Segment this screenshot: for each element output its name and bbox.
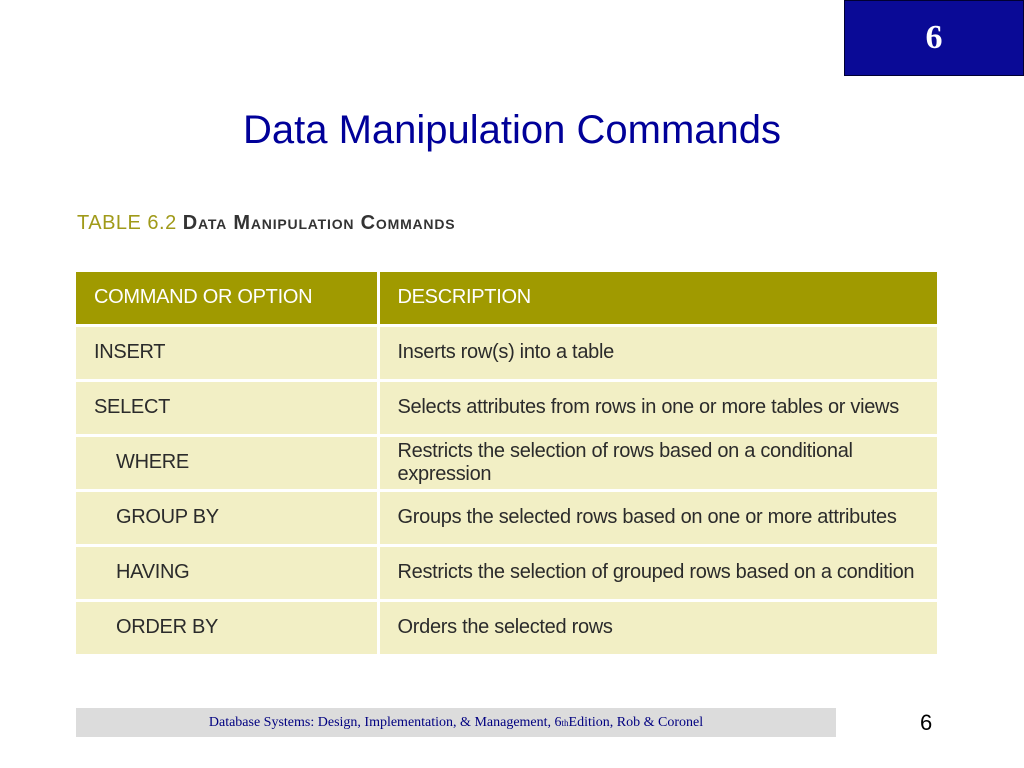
description-cell: Inserts row(s) into a table: [378, 325, 939, 380]
command-cell: GROUP BY: [76, 490, 378, 545]
command-cell: SELECT: [76, 380, 378, 435]
table-caption-number: TABLE 6.2: [77, 212, 177, 234]
command-cell: INSERT: [76, 325, 378, 380]
header-description: DESCRIPTION: [378, 272, 939, 325]
command-cell: HAVING: [76, 545, 378, 600]
description-cell: Restricts the selection of grouped rows based on a condition: [378, 545, 939, 600]
description-cell: Orders the selected rows: [378, 600, 939, 655]
table-row: [76, 380, 939, 435]
header-command: COMMAND OR OPTION: [76, 272, 378, 325]
page-number: 6: [920, 710, 933, 735]
footer-text-before: Database Systems: Design, Implementation, & Management, 6: [208, 714, 562, 730]
table-row: [76, 435, 939, 490]
table-row: [76, 545, 939, 600]
description-cell: Groups the selected rows based on one or more attributes: [378, 490, 939, 545]
command-cell: WHERE: [76, 435, 378, 490]
table-row: [76, 600, 939, 655]
table-caption: [77, 212, 455, 235]
table-caption-title: Data Manipulation Commands: [182, 212, 456, 234]
table-row: [76, 490, 939, 545]
commands-table: [76, 272, 940, 657]
slide-title: Data Manipulation Commands: [242, 108, 782, 152]
footer-superscript: th: [561, 717, 569, 728]
chapter-number-box: [844, 0, 1024, 76]
command-cell: ORDER BY: [76, 600, 378, 655]
footer-citation: [76, 708, 836, 737]
table-header-row: [76, 272, 939, 325]
description-cell: Selects attributes from rows in one or more tables or views: [378, 380, 939, 435]
chapter-number: 6: [925, 19, 943, 56]
description-cell: Restricts the selection of rows based on a conditional expression: [378, 435, 939, 490]
table-row: [76, 325, 939, 380]
footer-text-after: Edition, Rob & Coronel: [568, 714, 704, 730]
